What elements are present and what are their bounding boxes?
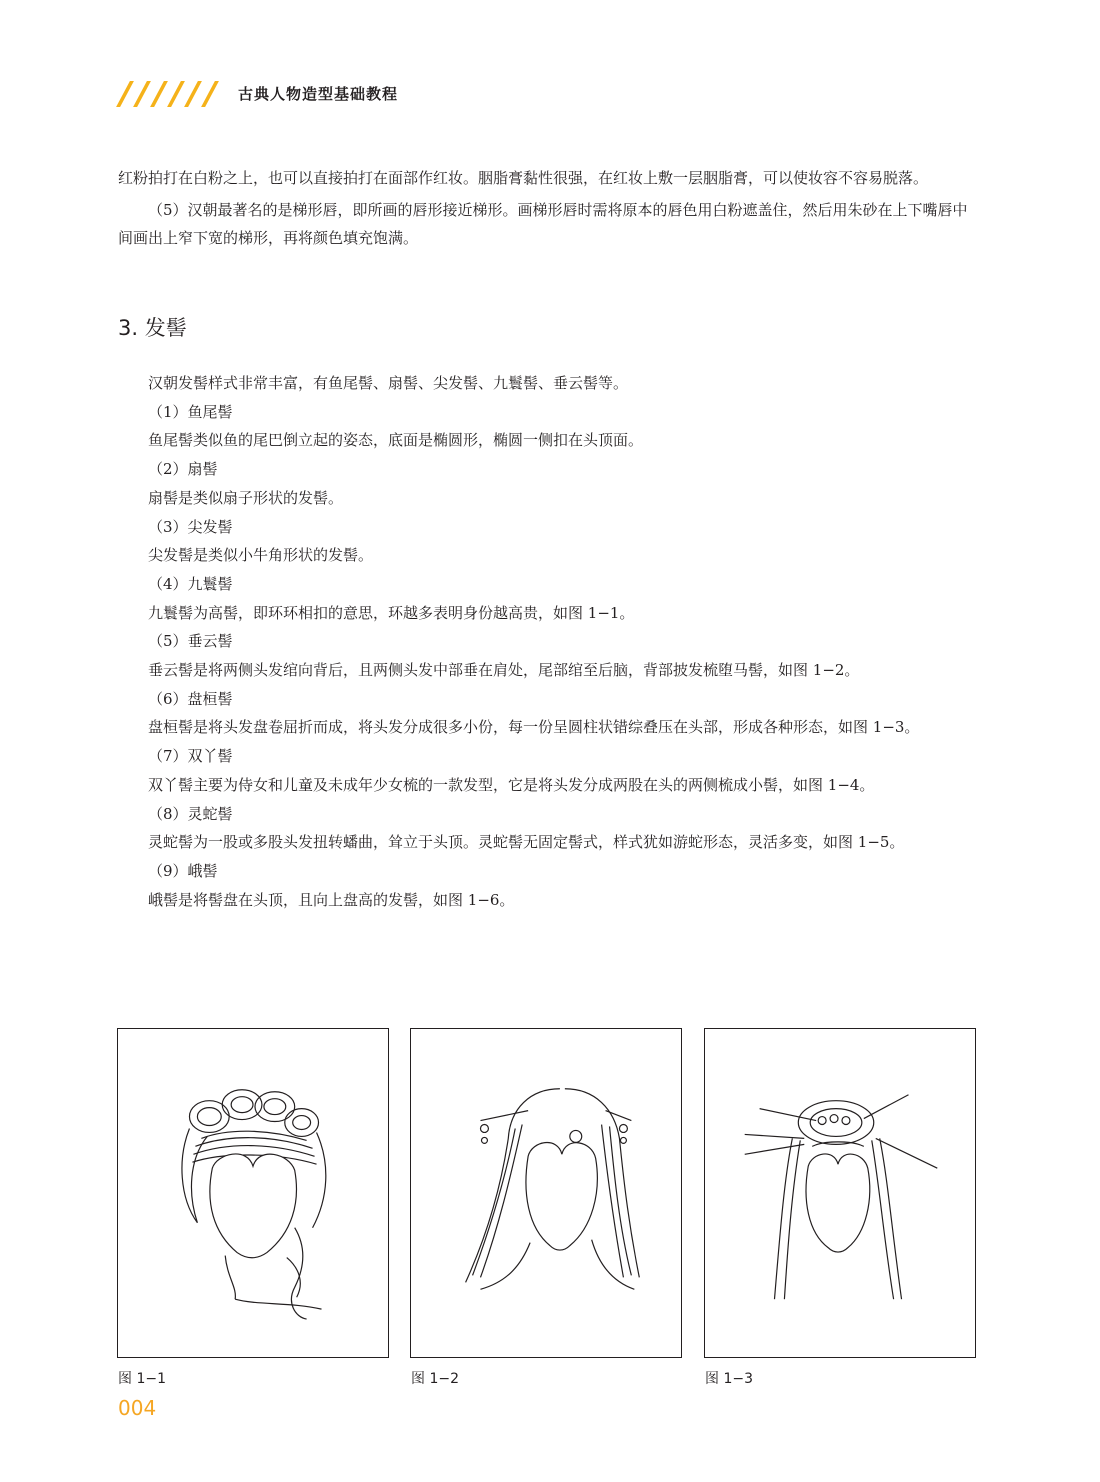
hairstyle-coiled-bun-illustration [705, 1029, 975, 1357]
slash-icon [203, 81, 216, 105]
section-lead: 汉朝发髻样式非常丰富，有鱼尾髻、扇髻、尖发髻、九鬟髻、垂云髻等。 [148, 374, 629, 392]
figure-1-1 [117, 1028, 389, 1358]
item-text-1: 鱼尾髻类似鱼的尾巴倒立起的姿态，底面是椭圆形，椭圆一侧扣在头顶面。 [148, 431, 644, 450]
item-heading-5: （5）垂云髻 [148, 632, 233, 651]
figure-caption-1-3: 图 1−3 [705, 1371, 753, 1387]
item-text-7: 双丫髻主要为侍女和儿童及未成年少女梳的一款发型，它是将头发分成两股在头的两侧梳成小髻，如图 1−4。 [148, 775, 875, 794]
item-heading-7: （7）双丫髻 [148, 747, 233, 766]
item-text-5: 垂云髻是将两侧头发绾向背后，且两侧头发中部垂在肩处，尾部绾至后脑，背部披发梳堕马髻，如图 1−2。 [148, 661, 860, 680]
hairstyle-nine-loop-bun-illustration [118, 1029, 388, 1357]
slash-icon [186, 81, 199, 105]
section-body [118, 369, 980, 914]
slash-icon [169, 81, 182, 105]
book-title: 古典人物造型基础教程 [238, 84, 399, 103]
intro-paragraph-1: 红粉拍打在白粉之上，也可以直接拍打在面部作红妆。胭脂膏黏性很强，在红妆上敷一层胭脂膏，可以使妆容不容易脱落。 [118, 169, 929, 187]
slash-icon [152, 81, 165, 105]
item-heading-1: （1）鱼尾髻 [148, 402, 233, 421]
intro-paragraph-2: （5）汉朝最著名的是梯形唇，即所画的唇形接近梯形。画梯形唇时需将原本的唇色用白粉遮盖住，然后用朱砂在上下嘴唇中间画出上窄下宽的梯形，再将颜色填充饱满。 [118, 201, 968, 247]
running-header [118, 78, 398, 108]
item-text-2: 扇髻是类似扇子形状的发髻。 [148, 488, 344, 507]
item-text-6: 盘桓髻是将头发盘卷屈折而成，将头发分成很多小份，每一份呈圆柱状错综叠压在头部，形成各种形态，如图 1−3。 [148, 718, 920, 737]
header-slash-decoration [118, 81, 216, 105]
item-text-4: 九鬟髻为高髻，即环环相扣的意思，环越多表明身份越高贵，如图 1−1。 [148, 603, 635, 622]
item-heading-2: （2）扇髻 [148, 460, 218, 479]
figure-caption-1-1: 图 1−1 [118, 1371, 166, 1387]
figure-1-2 [410, 1028, 682, 1358]
slash-icon [118, 81, 131, 105]
page-number: 004 [118, 1396, 157, 1420]
item-text-9: 峨髻是将髻盘在头顶，且向上盘高的发髻，如图 1−6。 [148, 890, 515, 909]
item-heading-8: （8）灵蛇髻 [148, 804, 233, 823]
item-heading-3: （3）尖发髻 [148, 517, 233, 536]
item-text-8: 灵蛇髻为一股或多股头发扭转蟠曲，耸立于头顶。灵蛇髻无固定髻式，样式犹如游蛇形态，灵活多变，如图 1−5。 [148, 833, 905, 852]
figure-1-3 [704, 1028, 976, 1358]
item-heading-9: （9）峨髻 [148, 861, 218, 880]
section-title: 3. 发髻 [118, 316, 187, 340]
hairstyle-hanging-cloud-bun-illustration [411, 1029, 681, 1357]
item-heading-4: （4）九鬟髻 [148, 574, 233, 593]
slash-icon [135, 81, 148, 105]
intro-text [118, 164, 980, 252]
item-text-3: 尖发髻是类似小牛角形状的发髻。 [148, 546, 374, 565]
item-heading-6: （6）盘桓髻 [148, 689, 233, 708]
figure-caption-1-2: 图 1−2 [411, 1371, 459, 1387]
